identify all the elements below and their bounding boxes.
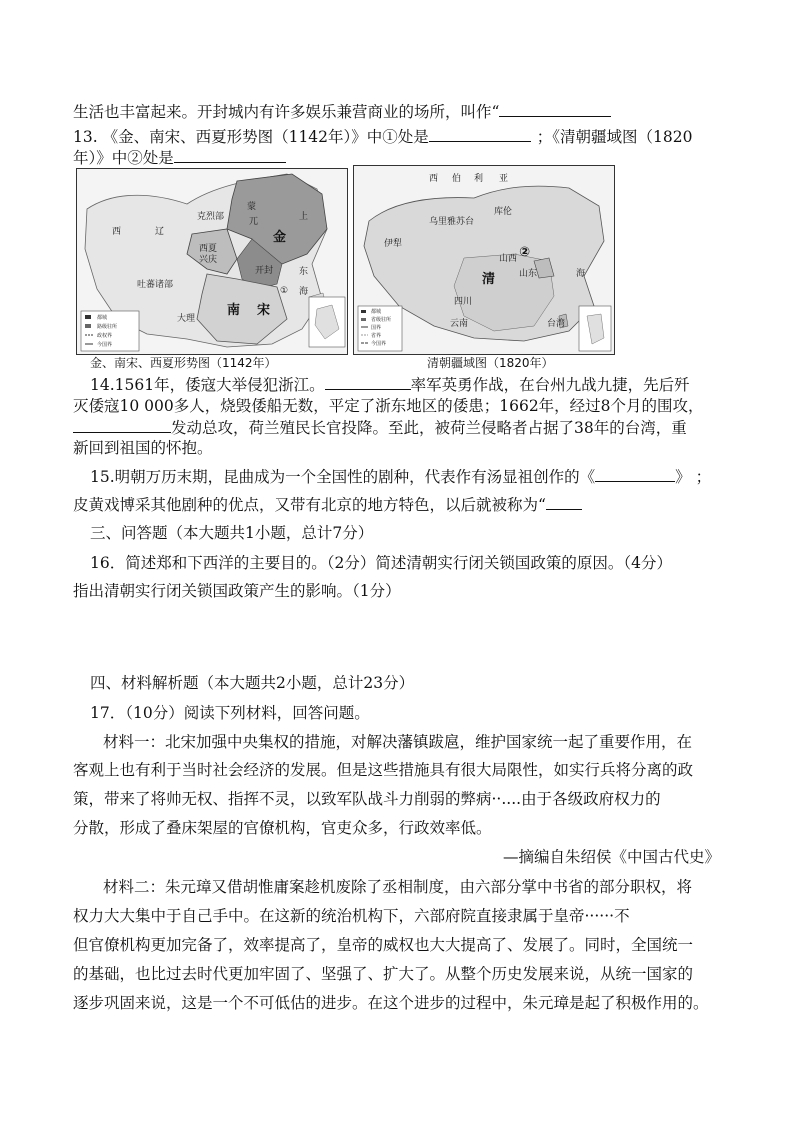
question-16: 16．简述郑和下西洋的主要目的。（2分）简述清朝实行闭关锁国政策的原因。（4分）	[90, 554, 672, 572]
map-label: 西夏	[199, 244, 218, 254]
section-heading: 四、材料解析题（本大题共2小题，总计23分）	[90, 674, 415, 692]
question-15	[90, 465, 711, 488]
source-citation: —摘编自朱绍侯《中国古代史》	[502, 848, 720, 866]
material-2-cont: 逐步巩固来说，这是一个不可低估的进步。在这个进步的过程中，朱元璋是起了积极作用的。	[73, 994, 709, 1012]
question-13	[73, 125, 692, 148]
map-qing-territory	[353, 165, 615, 355]
material-2-cont: 但官僚机构更加完备了，效率提高了，皇帝的威权也大大提高了、发展了。同时，全国统一	[73, 936, 694, 954]
text-segment: 皮黄戏博采其他剧种的优点，又带有北京的地方特色，以后就被称为“	[73, 496, 546, 514]
map-label: 蒙	[247, 202, 257, 212]
question-13-cont	[73, 146, 286, 169]
map-label: 辽	[155, 227, 165, 237]
map-label: 台湾	[547, 319, 566, 329]
text-segment: 率军英勇作战，在台州九战九捷，先后歼	[410, 376, 690, 394]
text-segment: 13. 《金、南宋、西夏形势图（1142年）》中①处是	[73, 128, 429, 146]
answer-blank[interactable]	[499, 100, 611, 117]
legend-label: 政权界	[97, 333, 113, 339]
legend-label: 省级驻所	[371, 317, 392, 323]
legend-label: 路级驻所	[97, 324, 118, 330]
legend-label: 都城	[97, 315, 108, 321]
answer-blank[interactable]	[546, 493, 582, 510]
map-label: 海	[576, 269, 586, 279]
answer-blank[interactable]	[325, 373, 411, 390]
map-label: 大理	[177, 314, 196, 324]
map-label: 云南	[450, 319, 469, 329]
material-1-cont: 客观上也有利于当时社会经济的发展。但是这些措施具有很大局限性，如实行兵将分离的政	[73, 761, 694, 779]
question-16-cont: 指出清朝实行闭关锁国政策产生的影响。（1分）	[73, 582, 401, 600]
map-label: 四川	[454, 297, 473, 307]
legend-label: 国界	[371, 325, 382, 331]
map-marker-1: ①	[280, 286, 289, 296]
legend-label: 都城	[371, 309, 382, 315]
map-label: 克烈部	[197, 212, 225, 222]
text-segment: 14.1561年，倭寇大举侵犯浙江。	[90, 376, 325, 394]
question-14-cont	[73, 437, 213, 459]
question-14-cont	[73, 416, 687, 439]
map-qing-territory-graphic	[354, 166, 614, 354]
map-label: 西	[429, 174, 439, 184]
text-line	[73, 100, 611, 123]
map-label: 山东	[519, 269, 538, 279]
question-14	[90, 373, 690, 396]
map-label: 东	[299, 267, 309, 277]
map-label: 上	[299, 212, 309, 222]
answer-blank[interactable]	[595, 465, 675, 482]
map-label: 兴庆	[199, 255, 218, 265]
text-segment: 发动总攻，荷兰殖民长官投降。至此，被荷兰侵略者占据了38年的台湾，重	[171, 419, 687, 437]
text-segment: 新回到祖国的怀抱。	[73, 439, 213, 457]
question-15-cont	[73, 493, 582, 516]
map-label: 伯	[452, 174, 462, 184]
map-label: 南	[227, 303, 241, 318]
map-jin-song-xixia	[76, 168, 348, 355]
map-label: 乌里雅苏台	[429, 217, 475, 227]
material-1-cont: 策，带来了将帅无权、指挥不灵，以致军队战斗力削弱的弊病··....由于各级政府权力的	[73, 790, 661, 808]
map-label: 海	[299, 287, 309, 297]
material-1-cont: 分散，形成了叠床架屋的官僚机构，官吏众多，行政效率低。	[73, 819, 492, 837]
answer-blank[interactable]	[429, 125, 531, 142]
map-label: 兀	[249, 217, 259, 227]
map-label: 伊犁	[384, 239, 403, 249]
map2-caption: 清朝疆域图（1820年）	[427, 356, 554, 370]
map1-caption: 金、南宋、西夏形势图（1142年）	[90, 356, 277, 370]
section-heading: 三、问答题（本大题共1小题，总计7分）	[90, 524, 374, 542]
map-label: 开封	[255, 266, 274, 276]
map-label: 利	[474, 174, 484, 184]
material-2: 材料二：朱元璋又借胡惟庸案趁机废除了丞相制度，由六部分掌中书省的部分职权，将	[103, 878, 693, 896]
legend-label: 今国界	[371, 341, 387, 347]
text-segment: 年）》中②处是	[73, 149, 174, 167]
text-segment: 灭倭寇10 000多人，烧毁倭船无数，平定了浙东地区的倭患；1662年，经过8个月的围攻，	[73, 397, 704, 415]
map-label: 吐蕃诸部	[137, 280, 174, 290]
map-marker-2: ②	[519, 245, 531, 260]
text-segment: 》 ；	[675, 468, 712, 486]
answer-blank[interactable]	[73, 416, 171, 433]
material-1: 材料一：北宋加强中央集权的措施，对解决藩镇跋扈，维护国家统一起了重要作用，在	[103, 733, 693, 751]
text-segment: 15.明朝万历末期，昆曲成为一个全国性的剧种，代表作有汤显祖创作的《	[90, 468, 596, 486]
question-14-cont	[73, 395, 704, 417]
material-2-cont: 的基础，也比过去时代更加牢固了、坚强了、扩大了。从整个历史发展来说，从统一国家的	[73, 965, 694, 983]
text-segment: 生活也丰富起来。开封城内有许多娱乐兼营商业的场所，叫作“	[73, 103, 500, 121]
map-label: 库伦	[494, 207, 513, 217]
map-label: 山西	[499, 254, 518, 264]
question-17: 17．（10分）阅读下列材料，回答问题。	[90, 704, 370, 722]
map-label: 清	[482, 272, 496, 287]
map-label: 西	[112, 227, 122, 237]
legend-label: 今国界	[97, 342, 113, 348]
material-2-cont: 权力大大集中于自己手中。在这新的统治机构下，六部府院直接隶属于皇帝······不	[73, 907, 630, 925]
map-label: 亚	[499, 174, 509, 184]
map-label: 宋	[257, 303, 271, 318]
legend-label: 省界	[371, 333, 382, 339]
map-jin-song-xixia-graphic	[77, 169, 347, 354]
text-segment: ；《清朝疆域图（1820	[536, 128, 693, 146]
answer-blank[interactable]	[174, 146, 286, 163]
map-label: 金	[273, 230, 287, 245]
